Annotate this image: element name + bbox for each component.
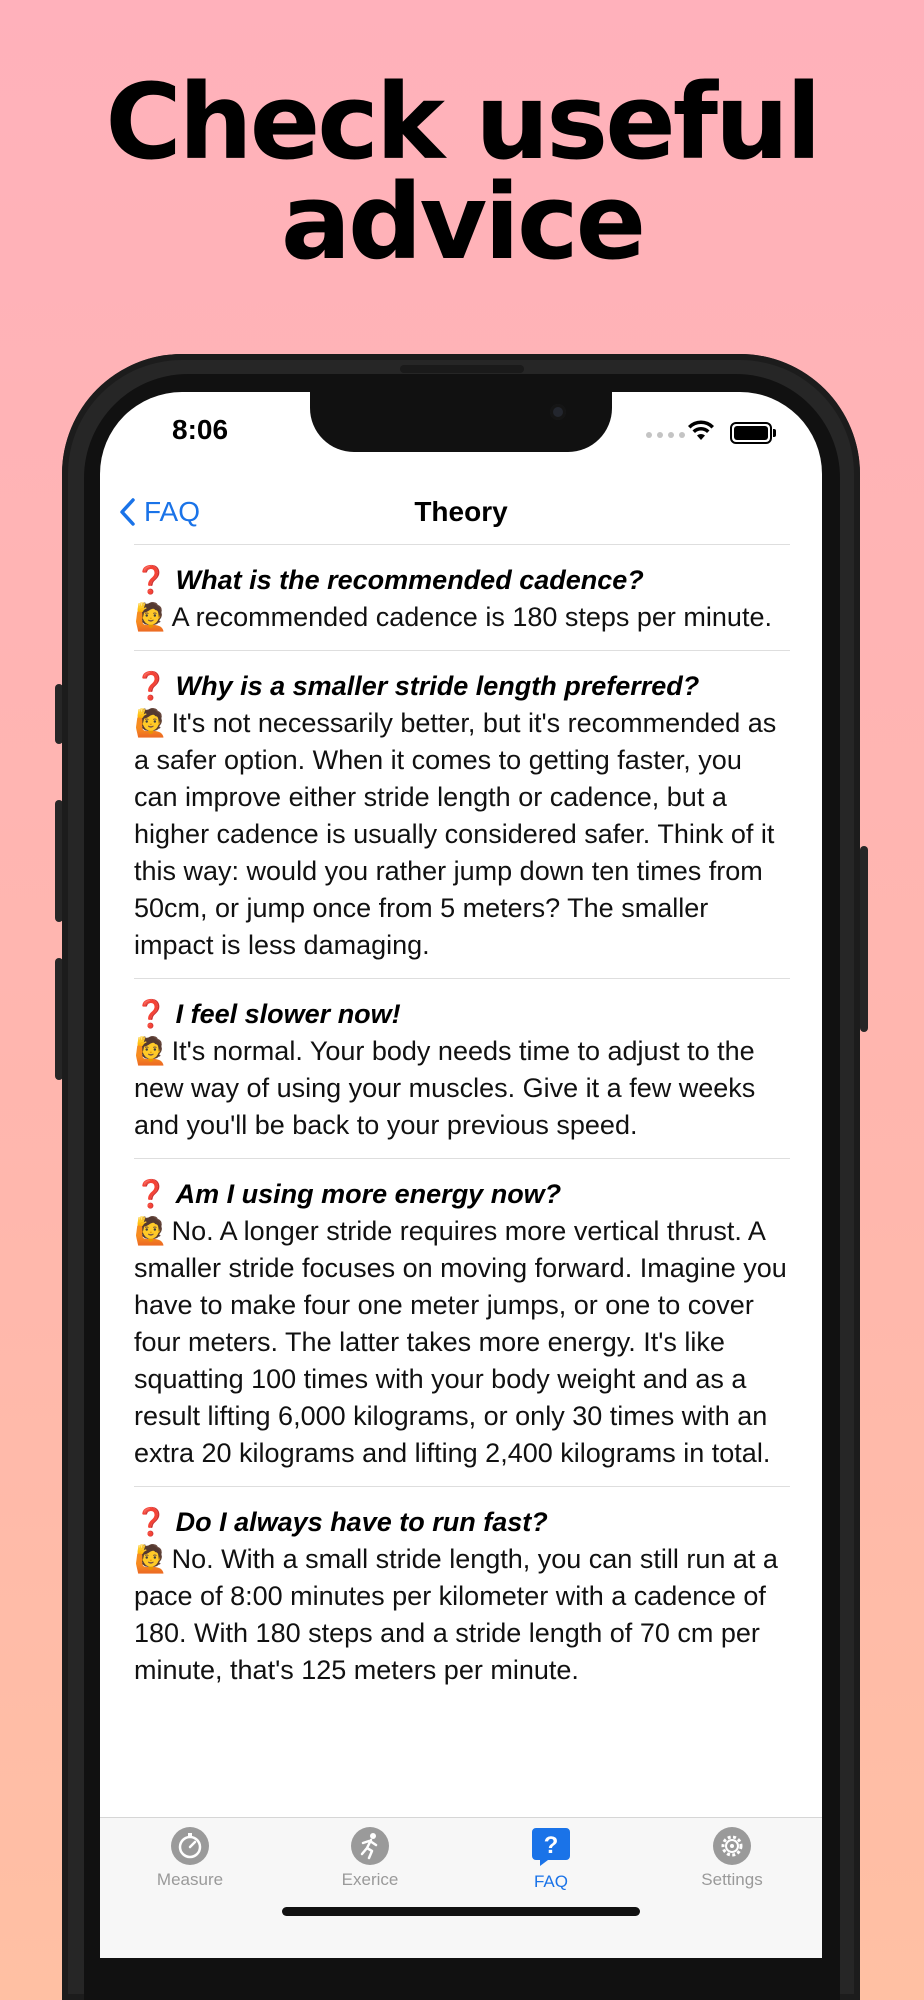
faq-answer-text: A recommended cadence is 180 steps per minute. xyxy=(171,602,772,632)
faq-question xyxy=(134,561,790,599)
status-icons xyxy=(646,422,796,444)
question-mark-icon: ❓ xyxy=(134,1179,168,1209)
tab-label: Measure xyxy=(156,1870,224,1889)
faq-question-text: Am I using more energy now? xyxy=(175,1179,562,1209)
power-button xyxy=(860,846,868,1032)
front-camera xyxy=(550,404,566,420)
faq-item xyxy=(134,650,790,978)
person-raising-hand-icon: 🙋 xyxy=(134,1544,168,1574)
faq-answer xyxy=(134,1541,790,1689)
faq-item xyxy=(134,1486,790,1703)
faq-question-text: Why is a smaller stride length preferred? xyxy=(175,671,700,701)
stopwatch-icon xyxy=(170,1826,210,1866)
faq-answer xyxy=(134,1213,790,1472)
phone-screen xyxy=(100,392,822,1957)
svg-text:?: ? xyxy=(543,1832,559,1859)
tab-measure[interactable] xyxy=(120,1826,260,1890)
person-raising-hand-icon: 🙋 xyxy=(134,1216,168,1246)
question-bubble-icon xyxy=(530,1826,572,1868)
gear-icon xyxy=(712,1826,752,1866)
faq-answer-text: No. With a small stride length, you can still run at a pace of 8:00 minutes per kilometer with a cadence of 180. With 180 steps and a stride length of 70 cm per minute, that's 125 meters per minute. xyxy=(134,1544,778,1685)
home-indicator[interactable] xyxy=(282,1907,640,1916)
wifi-icon xyxy=(686,418,716,442)
question-mark-icon: ❓ xyxy=(134,1507,168,1537)
speaker-grille xyxy=(400,365,524,373)
faq-list[interactable] xyxy=(100,544,822,1685)
tab-exercise[interactable] xyxy=(300,1826,440,1890)
tab-label: Settings xyxy=(701,1870,763,1889)
tab-faq[interactable] xyxy=(481,1826,621,1892)
status-time: 8:06 xyxy=(172,414,229,445)
faq-answer xyxy=(134,1033,790,1144)
headline-line-2: advice xyxy=(280,161,644,283)
running-icon xyxy=(350,1826,390,1866)
faq-item xyxy=(134,544,790,650)
faq-answer-text: It's not necessarily better, but it's recommended as a safer option. When it comes to getting faster, you can improve either stride length or cadence, but a higher cadence is usually considered safer. Think of it this way: would you rather jump down ten times from 50cm, or jump once from 5 meters? The smaller impact is less damaging. xyxy=(134,708,777,960)
faq-question xyxy=(134,1175,790,1213)
notch xyxy=(310,392,612,452)
faq-answer-text: No. A longer stride requires more vertical thrust. A smaller stride focuses on moving forward. Imagine you have to make four one meter jumps, or one to cover four meters. The latter takes more energy. It's like squatting 100 times with your body weight and as a result lifting 6,000 kilograms, or only 30 times with an extra 20 kilograms and lifting 2,400 kilograms in total. xyxy=(134,1216,787,1468)
faq-question-text: What is the recommended cadence? xyxy=(175,565,644,595)
battery-icon xyxy=(730,422,772,444)
question-mark-icon: ❓ xyxy=(134,565,168,595)
signal-icon xyxy=(646,432,685,438)
faq-question-text: Do I always have to run fast? xyxy=(175,1507,548,1537)
faq-question xyxy=(134,995,790,1033)
tab-settings[interactable] xyxy=(662,1826,802,1890)
question-mark-icon: ❓ xyxy=(134,671,168,701)
question-mark-icon: ❓ xyxy=(134,999,168,1029)
faq-answer xyxy=(134,599,790,636)
headline xyxy=(0,61,924,283)
faq-item xyxy=(134,978,790,1158)
faq-question xyxy=(134,667,790,705)
navigation-bar xyxy=(100,482,822,542)
headline-line-1: Check useful xyxy=(105,61,819,183)
faq-answer-text: It's normal. Your body needs time to adjust to the new way of using your muscles. Give it a few weeks and you'll be back to your previous speed. xyxy=(134,1036,756,1140)
person-raising-hand-icon: 🙋 xyxy=(134,708,168,738)
tab-label: Exerice xyxy=(341,1870,399,1889)
faq-question-text: I feel slower now! xyxy=(175,999,401,1029)
person-raising-hand-icon: 🙋 xyxy=(134,602,168,632)
page-title: Theory xyxy=(414,496,508,527)
faq-question xyxy=(134,1503,790,1541)
faq-item xyxy=(134,1158,790,1486)
person-raising-hand-icon: 🙋 xyxy=(134,1036,168,1066)
back-button-label: FAQ xyxy=(144,496,201,527)
tab-label: FAQ xyxy=(533,1872,568,1891)
tab-bar xyxy=(100,1817,822,1958)
faq-answer xyxy=(134,705,790,964)
